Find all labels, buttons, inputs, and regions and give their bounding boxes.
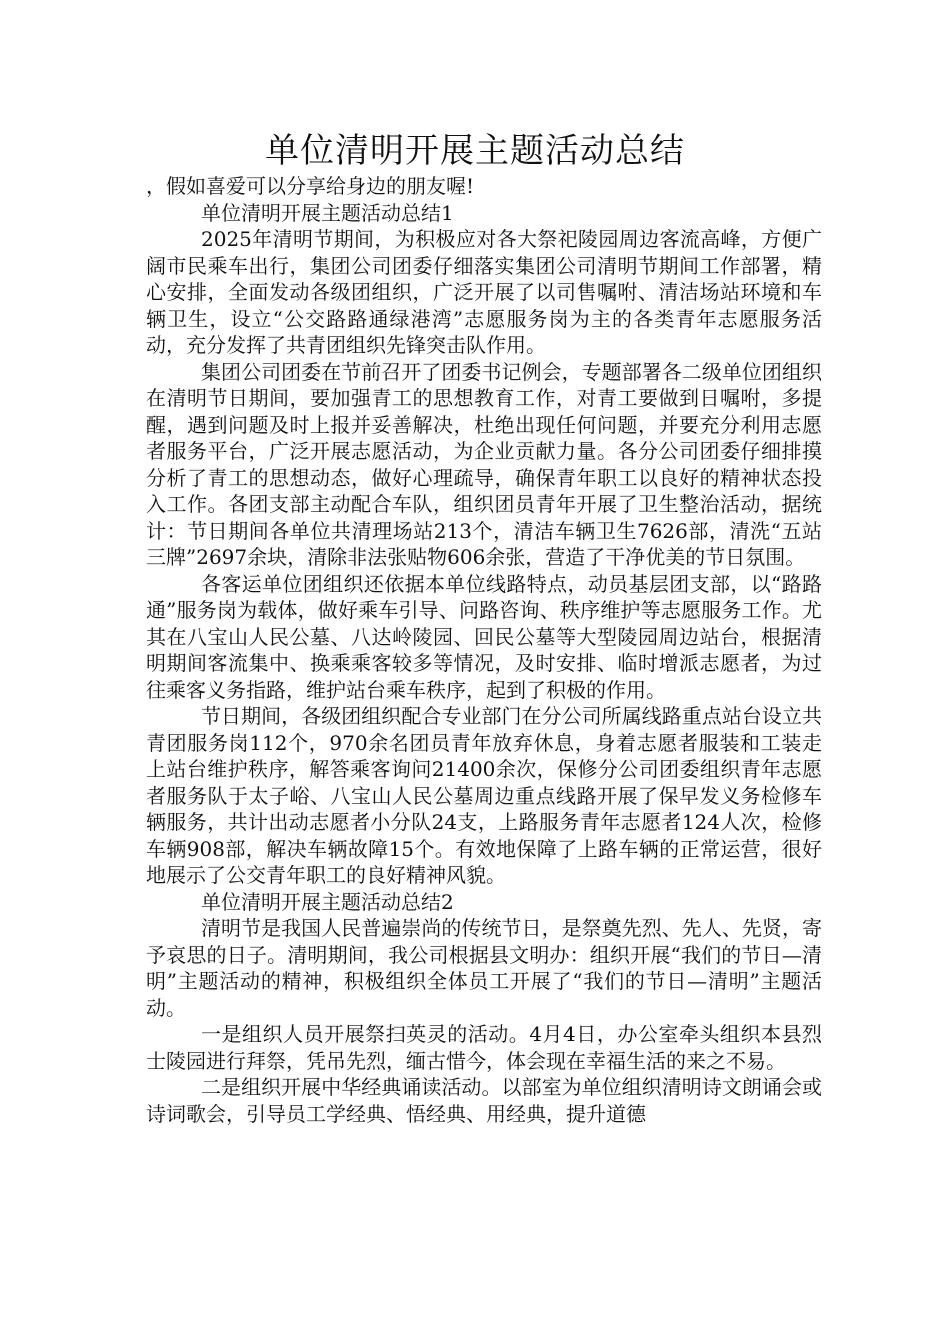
- document-body: [146, 173, 822, 1127]
- section-1-paragraph-3: 各客运单位团组织还依据本单位线路特点，动员基层团支部，以“路路通”服务岗为载体，做好乘车引导、问路咨询、秩序维护等志愿服务工作。尤其在八宝山人民公墓、八达岭陵园、回民公墓等大型陵园周边站台，根据清明期间客流集中、换乘乘客较多等情况，及时安排、临时增派志愿者，为过往乘客义务指路，维护站台乘车秩序，起到了积极的作用。: [146, 571, 822, 702]
- document-title: 单位清明开展主题活动总结: [265, 131, 685, 171]
- intro-line: ，假如喜爱可以分享给身边的朋友喔!: [146, 174, 475, 198]
- section-1-heading: 单位清明开展主题活动总结1: [201, 200, 454, 225]
- section-2-paragraph-3: 二是组织开展中华经典诵读活动。以部室为单位组织清明诗文朗诵会或诗词歌会，引导员工学经典、悟经典、用经典，提升道德: [146, 1075, 822, 1126]
- section-1-paragraph-1: 2025年清明节期间，为积极应对各大祭祀陵园周边客流高峰，方便广阔市民乘车出行，集团公司团委仔细落实集团公司清明节期间工作部署，精心安排，全面发动各级团组织，广泛开展了以司售嘱咐、清洁场站环境和车辆卫生，设立“公交路路通绿港湾”志愿服务岗为主的各类青年志愿服务活动，充分发挥了共青团组织先锋突击队作用。: [146, 227, 822, 357]
- section-2-paragraph-1: 清明节是我国人民普遍崇尚的传统节日，是祭奠先烈、先人、先贤，寄予哀思的日子。清明期间，我公司根据县文明办：组织开展“我们的节日—清明”主题活动的精神，积极组织全体员工开展了“我们的节日—清明”主题活动。: [146, 916, 822, 1020]
- section-2-paragraph-2: 一是组织人员开展祭扫英灵的活动。4月4日，办公室牵头组织本县烈士陵园进行拜祭，凭吊先烈，缅古惜今，体会现在幸福生活的来之不易。: [146, 1022, 822, 1073]
- section-1-paragraph-4: 节日期间，各级团组织配合专业部门在分公司所属线路重点站台设立共青团服务岗112个，970余名团员青年放弃休息，身着志愿者服装和工装走上站台维护秩序，解答乘客询问21400余次，保修分公司团委组织青年志愿者服务队于太子峪、八宝山人民公墓周边重点线路开展了保早发义务检修车辆服务，共计出动志愿者小分队24支，上路服务青年志愿者124人次，检修车辆908部，解决车辆故障15个。有效地保障了上路车辆的正常运营，很好地展示了公交青年职工的良好精神风貌。: [146, 704, 822, 887]
- section-1-paragraph-2: 集团公司团委在节前召开了团委书记例会，专题部署各二级单位团组织在清明节日期间，要加强青工的思想教育工作，对青工要做到日嘱咐，多提醒，遇到问题及时上报并妥善解决，杜绝出现任何问题，并要充分利用志愿者服务平台，广泛开展志愿活动，为企业贡献力量。各分公司团委仔细排摸分析了青工的思想动态，做好心理疏导，确保青年职工以良好的精神状态投入工作。各团支部主动配合车队，组织团员青年开展了卫生整治活动，据统计：节日期间各单位共清理场站213个，清洁车辆卫生7626部，清洗“五站三牌”2697余块，清除非法张贴物606余张，营造了干净优美的节日氛围。: [146, 359, 822, 569]
- section-2-heading: 单位清明开展主题活动总结2: [201, 889, 454, 914]
